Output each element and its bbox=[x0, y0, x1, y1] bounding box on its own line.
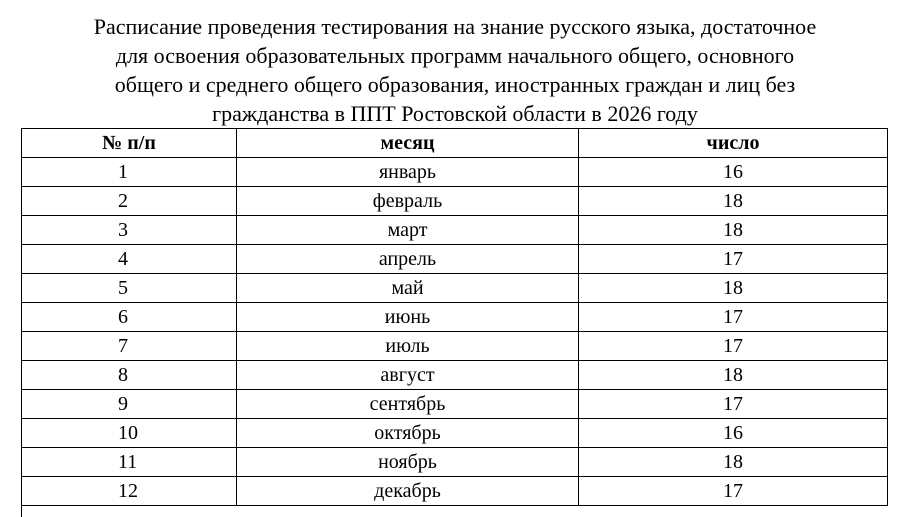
header-month: месяц bbox=[237, 129, 579, 158]
cell-day: 17 bbox=[579, 303, 888, 332]
cell-month: февраль bbox=[237, 187, 579, 216]
cell-day: 18 bbox=[579, 187, 888, 216]
cell-day: 18 bbox=[579, 274, 888, 303]
table-row bbox=[22, 216, 888, 245]
cell-day: 16 bbox=[579, 158, 888, 187]
cell-day: 18 bbox=[579, 448, 888, 477]
cell-number: 4 bbox=[22, 245, 237, 274]
cell-month: август bbox=[237, 361, 579, 390]
cell-number: 11 bbox=[22, 448, 237, 477]
cell-month: апрель bbox=[237, 245, 579, 274]
cell-day: 17 bbox=[579, 245, 888, 274]
table-body bbox=[22, 158, 888, 506]
document-title bbox=[0, 12, 910, 128]
cell-month: май bbox=[237, 274, 579, 303]
table-continuation-border bbox=[21, 503, 22, 517]
cell-day: 17 bbox=[579, 477, 888, 506]
cell-number: 8 bbox=[22, 361, 237, 390]
cell-number: 12 bbox=[22, 477, 237, 506]
header-number: № п/п bbox=[22, 129, 237, 158]
cell-number: 10 bbox=[22, 419, 237, 448]
cell-month: март bbox=[237, 216, 579, 245]
cell-month: сентябрь bbox=[237, 390, 579, 419]
cell-month: ноябрь bbox=[237, 448, 579, 477]
title-line: общего и среднего общего образования, иностранных граждан и лиц без bbox=[114, 72, 796, 97]
cell-day: 18 bbox=[579, 361, 888, 390]
table-row bbox=[22, 303, 888, 332]
table-row bbox=[22, 187, 888, 216]
cell-number: 3 bbox=[22, 216, 237, 245]
table-row bbox=[22, 477, 888, 506]
table-row bbox=[22, 390, 888, 419]
cell-number: 1 bbox=[22, 158, 237, 187]
cell-number: 9 bbox=[22, 390, 237, 419]
header-day: число bbox=[579, 129, 888, 158]
header-row bbox=[22, 129, 888, 158]
table-row bbox=[22, 245, 888, 274]
title-line: для освоения образовательных программ начального общего, основного bbox=[115, 43, 795, 68]
cell-day: 16 bbox=[579, 419, 888, 448]
cell-day: 17 bbox=[579, 390, 888, 419]
title-line: Расписание проведения тестирования на знание русского языка, достаточное bbox=[93, 14, 817, 39]
table-row bbox=[22, 274, 888, 303]
cell-month: октябрь bbox=[237, 419, 579, 448]
cell-day: 17 bbox=[579, 332, 888, 361]
table-row bbox=[22, 361, 888, 390]
table-row bbox=[22, 448, 888, 477]
cell-number: 6 bbox=[22, 303, 237, 332]
cell-month: июнь bbox=[237, 303, 579, 332]
table-row bbox=[22, 158, 888, 187]
cell-day: 18 bbox=[579, 216, 888, 245]
cell-month: декабрь bbox=[237, 477, 579, 506]
title-line: гражданства в ППТ Ростовской области в 2026 году bbox=[212, 101, 698, 126]
table-row bbox=[22, 419, 888, 448]
cell-number: 7 bbox=[22, 332, 237, 361]
cell-number: 2 bbox=[22, 187, 237, 216]
schedule-table bbox=[21, 128, 888, 506]
cell-month: январь bbox=[237, 158, 579, 187]
table-header bbox=[22, 129, 888, 158]
table-row bbox=[22, 332, 888, 361]
cell-month: июль bbox=[237, 332, 579, 361]
cell-number: 5 bbox=[22, 274, 237, 303]
